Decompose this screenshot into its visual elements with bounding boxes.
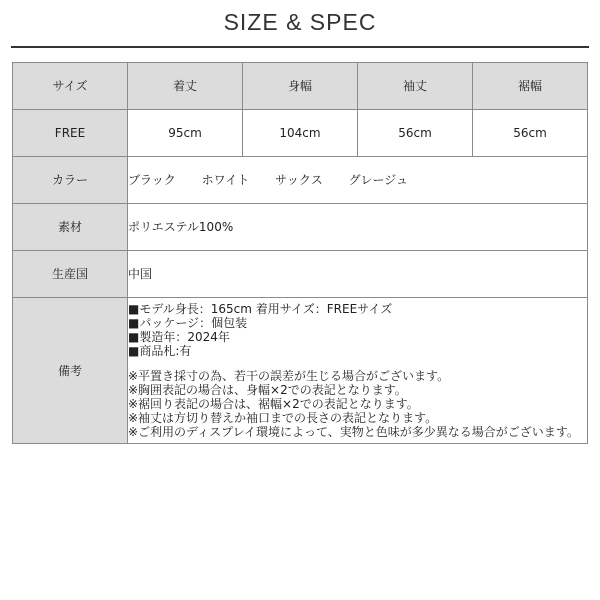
size-value-row [13, 110, 588, 157]
origin-value: 中国 [128, 251, 588, 298]
material-value: ポリエステル100% [128, 204, 588, 251]
size-header-row [13, 63, 588, 110]
header-width: 身幅 [243, 63, 358, 110]
header-size: サイズ [13, 63, 128, 110]
spec-model: ■モデル身長：165cm 着用サイズ：FREEサイズ [128, 302, 393, 316]
color-sax: サックス [275, 173, 323, 187]
hem-value: 56cm [473, 110, 588, 157]
spec-tag: ■商品札:有 [128, 344, 192, 358]
note-measure: ※平置き採寸の為、若干の誤差が生じる場合がございます。 [128, 369, 450, 383]
color-label: カラー [13, 157, 128, 204]
length-value: 95cm [128, 110, 243, 157]
notes-spacer [128, 358, 587, 369]
header-hem: 裾幅 [473, 63, 588, 110]
spec-year: ■製造年：2024年 [128, 330, 230, 344]
color-greige: グレージュ [348, 173, 409, 187]
origin-label: 生産国 [13, 251, 128, 298]
page-title: SIZE & SPEC [223, 9, 377, 35]
note-hem: ※裾回り表記の場合は、裾幅×2での表記となります。 [128, 397, 419, 411]
color-row [13, 157, 588, 204]
color-black: ブラック [128, 173, 176, 187]
origin-row [13, 251, 588, 298]
header-sleeve: 袖丈 [358, 63, 473, 110]
remarks-content [128, 298, 588, 444]
spec-table [12, 62, 588, 444]
color-white: ホワイト [201, 173, 250, 187]
width-value: 104cm [243, 110, 358, 157]
header-length: 着丈 [128, 63, 243, 110]
note-sleeve: ※袖丈は方切り替えか袖口までの長さの表記となります。 [128, 411, 438, 425]
sleeve-value: 56cm [358, 110, 473, 157]
material-label: 素材 [13, 204, 128, 251]
note-display: ※ご利用のディスプレイ環境によって、実物と色味が多少異なる場合がございます。 [128, 425, 579, 439]
title-divider [11, 46, 589, 48]
note-chest: ※胸囲表記の場合は、身幅×2での表記となります。 [128, 383, 407, 397]
size-free: FREE [13, 110, 128, 157]
color-values [128, 157, 588, 204]
remarks-row [13, 298, 588, 444]
remarks-label: 備考 [13, 298, 128, 444]
material-row [13, 204, 588, 251]
spec-package: ■パッケージ：個包装 [128, 316, 248, 330]
